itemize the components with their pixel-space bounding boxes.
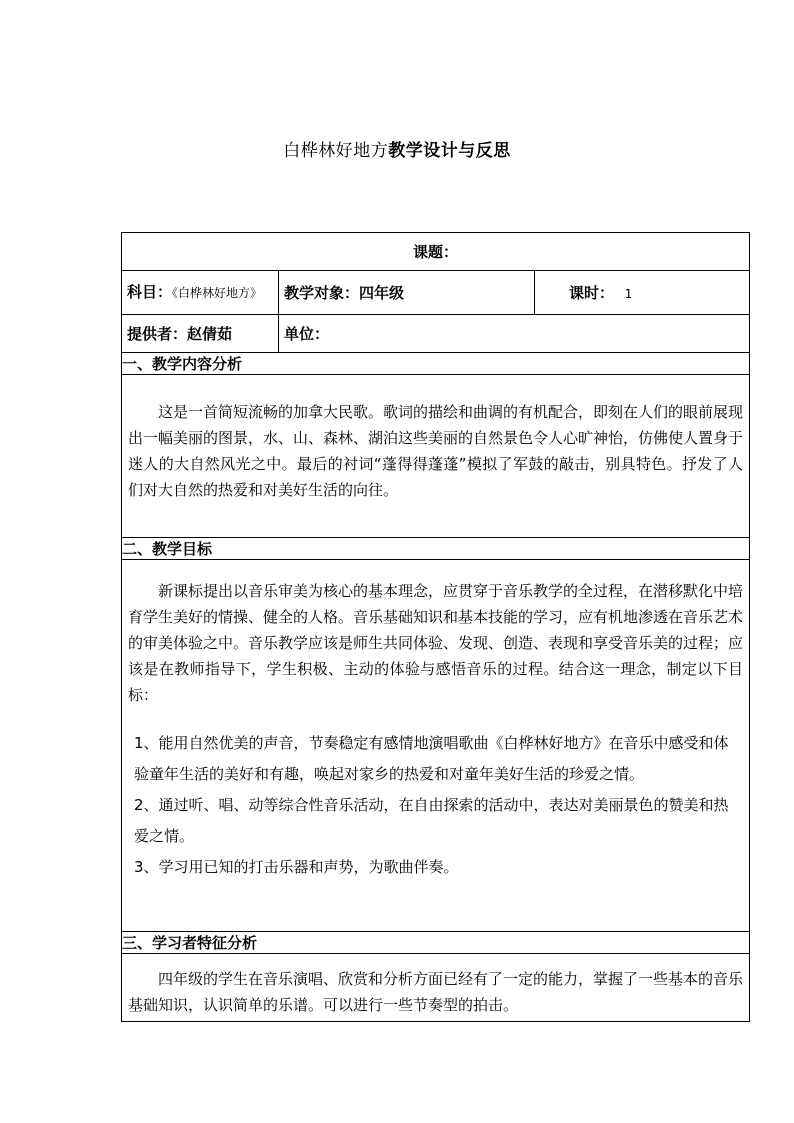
section-paragraph: 这是一首简短流畅的加拿大民歌。歌词的描绘和曲调的有机配合，即刻在人们的眼前展现出一幅美丽的图景，水、山、森林、湖泊这些美丽的自然景色令人心旷神怡，仿佛使人置身于迷人的大自然风光之中。最后的衬词“蓬得得蓬蓬”模拟了军鼓的敲击，别具特色。抒发了人们对大自然的热爱和对美好生活的向往。	[128, 403, 744, 499]
section-heading: 一、教学内容分析	[122, 353, 750, 375]
goals-list	[122, 708, 749, 883]
section-heading-row	[122, 353, 750, 375]
topic-row	[122, 233, 750, 271]
lesson-plan-table	[121, 232, 750, 1022]
info-row	[122, 271, 750, 315]
goal-item: 2、通过听、唱、动等综合性音乐活动，在自由探索的活动中，表达对美丽景色的赞美和热爱之情。	[134, 796, 729, 845]
section-content-row	[122, 375, 750, 538]
section-heading: 三、学习者特征分析	[122, 932, 750, 954]
provider-row	[122, 315, 750, 353]
title-bold: 教学设计与反思	[388, 141, 511, 161]
section-content	[122, 954, 750, 1022]
subject-cell	[122, 271, 279, 315]
goal-item: 3、学习用已知的打击乐器和声势，为歌曲伴奏。	[134, 858, 459, 876]
section-content-row	[122, 560, 750, 932]
document-title	[0, 136, 794, 161]
section-heading: 二、教学目标	[122, 538, 750, 560]
provider-cell	[122, 315, 279, 353]
unit-label: 单位：	[284, 325, 330, 343]
unit-cell	[279, 315, 750, 353]
section-paragraph: 四年级的学生在音乐演唱、欣赏和分析方面已经有了一定的能力，掌握了一些基本的音乐基础知识，认识简单的乐谱。可以进行一些节奏型的拍击。	[128, 970, 744, 1014]
section-heading-row	[122, 538, 750, 560]
section-content	[122, 375, 750, 538]
section-heading-row	[122, 932, 750, 954]
subject-value: 《白桦林好地方》	[172, 286, 263, 300]
title-plain: 白桦林好地方	[283, 141, 389, 161]
provider-label: 提供者：赵倩茹	[127, 325, 233, 343]
audience-cell	[279, 271, 535, 315]
section-paragraph: 新课标提出以音乐审美为核心的基本理念，应贯穿于音乐教学的全过程，在潜移默化中培育学生美好的情操、健全的人格。音乐基础知识和基本技能的学习，应有机地渗透在音乐艺术的审美体验之中。音乐教学应该是师生共同体验、发现、创造、表现和享受音乐美的过程；应该是在教师指导下，学生积极、主动的体验与感悟音乐的过程。结合这一理念，制定以下目标：	[128, 582, 744, 704]
section-content	[122, 560, 750, 932]
subject-label: 科目：	[127, 283, 173, 301]
topic-label: 课题：	[122, 233, 750, 271]
goal-item: 1、能用自然优美的声音，节奏稳定有感情地演唱歌曲《白桦林好地方》在音乐中感受和体验童年生活的美好和有趣，唤起对家乡的热爱和对童年美好生活的珍爱之情。	[134, 734, 729, 783]
hours-label: 课时：	[569, 284, 615, 302]
audience-label: 教学对象：四年级	[284, 284, 405, 302]
hours-value: 1	[624, 287, 633, 301]
section-content-row	[122, 954, 750, 1022]
hours-cell	[535, 271, 750, 315]
